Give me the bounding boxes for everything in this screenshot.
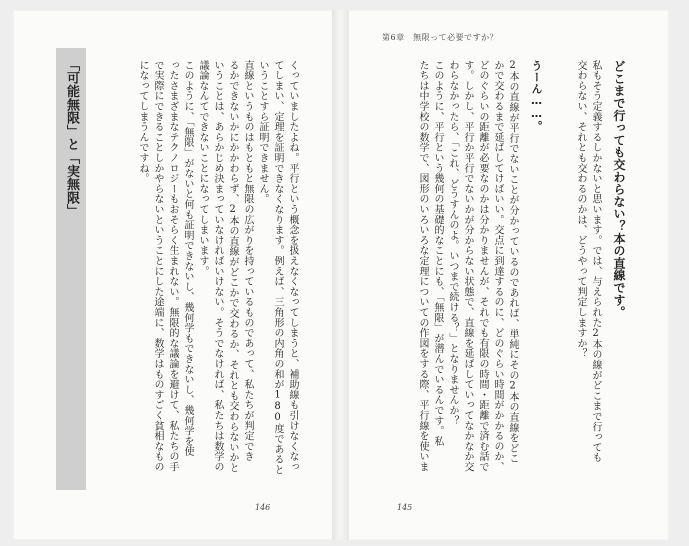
running-header: 第6章 無限って必要ですか？ [382, 33, 499, 42]
section-heading: 「可能無限」と「実無限」 [64, 58, 79, 218]
body-line: このように、「無限」がないと何も証明できないし、幾何学もできないし、幾何学を使 [182, 60, 193, 457]
question-heading: どこまで行っても交わらない？本の直線です。 [612, 60, 626, 319]
answer-line: このように、平行という幾何の基礎的なことにも、「無限」が潜んでいるんです。私 [432, 60, 443, 447]
body-line: 直線というものはもともと無限の広がりを持っているものであって、私たちが判定でき [242, 60, 253, 462]
answer-line: す。しかし、平行か平行でないかが分からない状態で、直線を延ばしていってなかなか交 [462, 60, 473, 472]
body-line: で実際にできることしかやらないということにした途端に、数学はものすごく貧相なもの [152, 60, 163, 472]
question-line: 交わらない、それとも交わるのかは、どうやって判定しますか？ [575, 60, 586, 359]
body-line: くっていましたよね。平行という概念を扱えなくなってしまうと、補助線も引けなくなっ [287, 60, 298, 472]
answer-line: 2本の直線が平行でないことが分かっているのであれば、単純にその2本の直線をどこ [507, 60, 518, 464]
answer-line: どのぐらいの距離が必要なのかは分かりませんが、それでも有限の時間・距離で済む話で [477, 60, 488, 472]
answer-body [392, 60, 520, 500]
body-line: ったさまざまなテクノロジーもおそらく生まれない。無限的な議論を避けて、私たちの手 [167, 60, 178, 472]
body-line: てしまい、定理を証明できなくなります。例えば、三角形の内角の和が180度であると [272, 60, 283, 475]
answer-line: たちは中学校の数学で、図形のいろいろな定理についての作図をする際、平行線を使いま [417, 60, 428, 472]
answer-line: わらなかったら、「これ、どうすんのよ。いつまで続ける？」となりませんか？ [447, 60, 458, 426]
body-line: いうことすら証明できません。 [257, 60, 268, 205]
body-line: になってしまうんですね。 [137, 60, 148, 184]
left-body [130, 60, 300, 500]
utterance: うーん……。 [530, 60, 543, 132]
page-number-left: 146 [255, 503, 271, 512]
page-number-right: 145 [397, 503, 413, 512]
answer-line: かで交わるまで延ばしてけばいい。交点に到達するのに、どのぐらい時間がかかるのか、 [492, 60, 503, 472]
question-line: 私もそう定義するしかないと思います。では、与えられた2本の線がどこまで行っても [590, 60, 601, 463]
book-gutter [332, 10, 349, 540]
body-line: 議論なんてできないことになってしまいます。 [197, 60, 208, 277]
body-line: るかできないかにかかわらず、2本の直線がどこかで交わるか、それとも交わらないかと [227, 60, 238, 473]
body-line: いうことは、あらかじめ決まっていなければいけない。そうでなければ、私たちは数学の [212, 60, 223, 472]
question-body [555, 60, 603, 500]
